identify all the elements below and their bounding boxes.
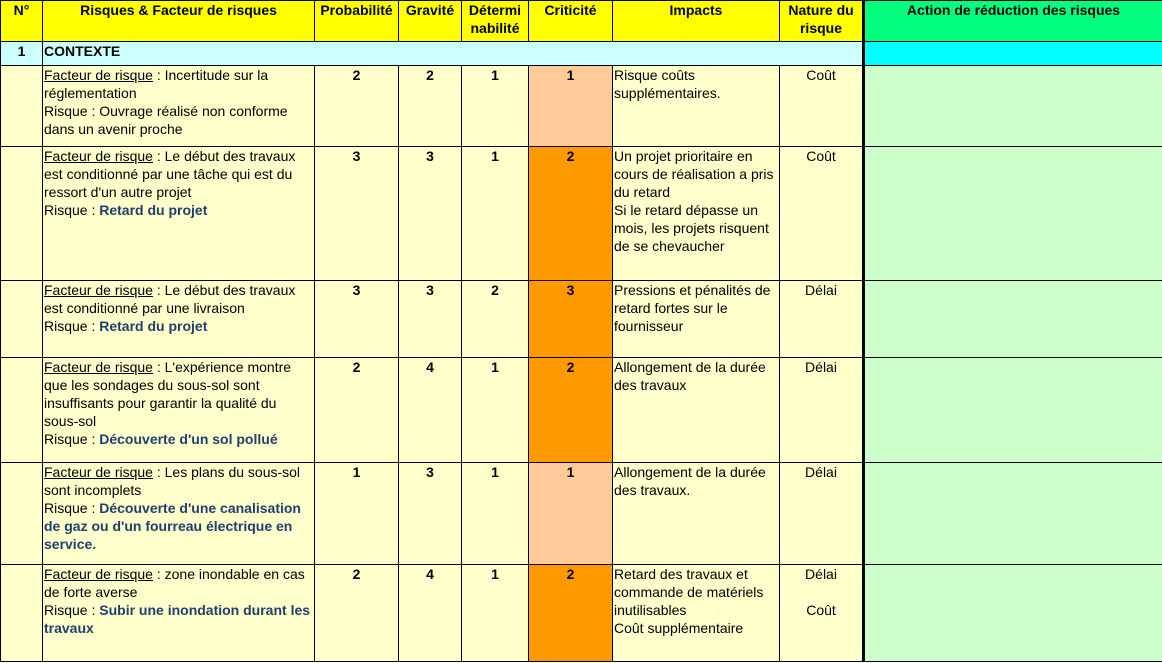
gravite-cell: 3 [399,147,462,281]
criticite-cell: 2 [529,147,613,281]
nature-cell [780,358,864,463]
gravite-cell: 3 [399,281,462,358]
determinabilite-cell: 1 [462,147,529,281]
section-row [1,42,1162,66]
gravite-cell: 4 [399,358,462,463]
risk-description [43,358,315,463]
probabilite-cell: 1 [315,463,399,565]
determinabilite-cell: 1 [462,565,529,662]
row-num-cell [1,565,43,662]
header-num: N° [1,1,43,42]
impact-line: Allongement de la durée des travaux. [614,464,766,498]
impacts-cell [613,565,780,662]
nature-line: Délai [805,566,837,582]
risk-description [43,565,315,662]
facteur-text: : Les plans du sous-sol sont incomplets [44,464,301,498]
header-nature-line1: Nature du [788,2,854,18]
criticite-cell: 1 [529,66,613,147]
header-determinabilite-line2: nabilité [470,20,520,36]
header-probabilite: Probabilité [315,1,399,42]
nature-line: Délai [805,464,837,480]
table-row [1,565,1162,662]
probabilite-cell: 3 [315,281,399,358]
action-cell[interactable] [864,358,1162,463]
row-num-cell [1,358,43,463]
facteur-text: : Le début des travaux est conditionné par une livraison [44,282,296,316]
determinabilite-cell: 1 [462,66,529,147]
risque-label: Risque : [44,202,96,218]
action-cell[interactable] [864,463,1162,565]
facteur-label: Facteur de risque [44,359,153,375]
nature-line: Coût [806,67,836,83]
impact-line: Retard des travaux et commande de matériels inutilisables [614,566,764,618]
impacts-cell [613,463,780,565]
facteur-label: Facteur de risque [44,148,153,164]
probabilite-cell: 2 [315,358,399,463]
impacts-cell [613,281,780,358]
determinabilite-cell: 1 [462,463,529,565]
nature-line: Coût [806,148,836,164]
row-num-cell [1,66,43,147]
facteur-text: : zone inondable en cas de forte averse [44,566,305,600]
impact-line: Risque coûts supplémentaires. [614,67,721,101]
header-determinabilite [462,1,529,42]
probabilite-cell: 3 [315,147,399,281]
action-cell[interactable] [864,66,1162,147]
nature-line: Délai [805,359,837,375]
risque-text: Retard du projet [95,318,208,334]
section-action-cell [864,42,1162,66]
nature-cell [780,66,864,147]
header-gravite: Gravité [399,1,462,42]
table-row [1,147,1162,281]
header-row [1,1,1162,42]
action-cell[interactable] [864,147,1162,281]
risk-description [43,66,315,147]
header-nature [780,1,864,42]
risque-text: Découverte d'un sol pollué [95,431,278,447]
risque-label: Risque : [44,318,96,334]
table-row [1,358,1162,463]
table-row [1,281,1162,358]
determinabilite-cell: 1 [462,358,529,463]
risque-label: Risque : [44,103,96,119]
header-impacts: Impacts [613,1,780,42]
row-num-cell [1,463,43,565]
risque-text: Découverte d'une canalisation de gaz ou d'un fourreau électrique en service. [44,500,301,552]
impacts-cell [613,358,780,463]
facteur-label: Facteur de risque [44,566,153,582]
nature-cell [780,281,864,358]
criticite-cell: 1 [529,463,613,565]
row-num-cell [1,281,43,358]
facteur-text: : L'expérience montre que les sondages du sous-sol sont insuffisants pour garantir la qualité du sous-sol [44,359,292,429]
probabilite-cell: 2 [315,565,399,662]
impact-line: Pressions et pénalités de retard fortes sur le fournisseur [614,282,771,334]
risque-text: Ouvrage réalisé non conforme dans un avenir proche [44,103,288,137]
risque-text: Retard du projet [95,202,208,218]
impacts-cell [613,66,780,147]
header-action: Action de réduction des risques [864,1,1162,42]
risque-label: Risque : [44,500,96,516]
header-nature-line2: risque [799,20,842,36]
row-num-cell [1,147,43,281]
nature-line: Délai [805,282,837,298]
facteur-text: : Incertitude sur la réglementation [44,67,269,101]
nature-cell [780,147,864,281]
action-cell[interactable] [864,565,1162,662]
facteur-label: Facteur de risque [44,67,153,83]
table-row [1,66,1162,147]
facteur-text: : Le début des travaux est conditionné par une tâche qui est du ressort d'un autre projet [44,148,296,200]
gravite-cell: 4 [399,565,462,662]
risque-label: Risque : [44,431,96,447]
nature-cell [780,463,864,565]
risk-description [43,147,315,281]
facteur-label: Facteur de risque [44,464,153,480]
risk-description [43,281,315,358]
header-criticite: Criticité [529,1,613,42]
impact-line: Si le retard dépasse un mois, les projets risquent de se chevaucher [614,202,769,254]
header-determinabilite-line1: Détermi [468,2,522,18]
action-cell[interactable] [864,281,1162,358]
table-row [1,463,1162,565]
impact-line: Un projet prioritaire en cours de réalisation a pris du retard [614,148,774,200]
risque-label: Risque : [44,602,96,618]
nature-cell [780,565,864,662]
probabilite-cell: 2 [315,66,399,147]
section-num: 1 [1,42,43,66]
nature-line: Coût [806,602,836,618]
section-label: CONTEXTE [43,42,864,66]
criticite-cell: 2 [529,358,613,463]
gravite-cell: 3 [399,463,462,565]
criticite-cell: 2 [529,565,613,662]
criticite-cell: 3 [529,281,613,358]
impact-line: Coût supplémentaire [614,620,744,636]
determinabilite-cell: 2 [462,281,529,358]
impact-line: Allongement de la durée des travaux [614,359,766,393]
facteur-label: Facteur de risque [44,282,153,298]
header-risques: Risques & Facteur de risques [43,1,315,42]
risque-text: Subir une inondation durant les travaux [44,602,311,636]
risk-description [43,463,315,565]
impacts-cell [613,147,780,281]
gravite-cell: 2 [399,66,462,147]
